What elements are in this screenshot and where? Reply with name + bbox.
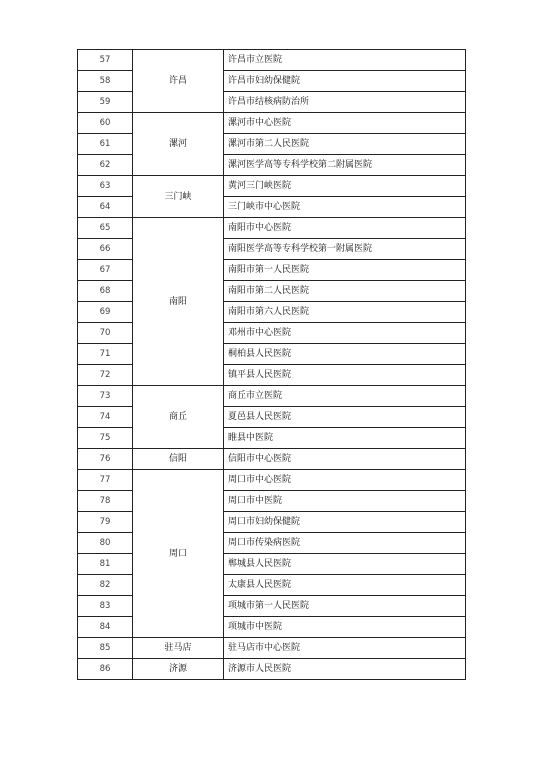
row-number: 57 — [78, 50, 133, 71]
row-number: 63 — [78, 176, 133, 197]
hospital-name: 信阳市中心医院 — [224, 449, 466, 470]
hospital-name: 驻马店市中心医院 — [224, 638, 466, 659]
row-number: 61 — [78, 134, 133, 155]
hospital-name: 三门峡市中心医院 — [224, 197, 466, 218]
table-row — [78, 659, 466, 680]
row-number: 58 — [78, 71, 133, 92]
hospital-name: 睢县中医院 — [224, 428, 466, 449]
row-number: 71 — [78, 344, 133, 365]
hospital-name: 郸城县人民医院 — [224, 554, 466, 575]
hospital-list-table — [77, 49, 466, 680]
row-number: 60 — [78, 113, 133, 134]
row-number: 81 — [78, 554, 133, 575]
hospital-name: 南阳市中心医院 — [224, 218, 466, 239]
table-row — [78, 449, 466, 470]
city-name: 许昌 — [133, 50, 224, 113]
table-row — [78, 218, 466, 239]
hospital-name: 许昌市结核病防治所 — [224, 92, 466, 113]
row-number: 78 — [78, 491, 133, 512]
table-row — [78, 386, 466, 407]
city-name: 漯河 — [133, 113, 224, 176]
city-name: 驻马店 — [133, 638, 224, 659]
row-number: 67 — [78, 260, 133, 281]
hospital-name: 许昌市妇幼保健院 — [224, 71, 466, 92]
table-row — [78, 113, 466, 134]
row-number: 62 — [78, 155, 133, 176]
hospital-name: 项城市第一人民医院 — [224, 596, 466, 617]
row-number: 86 — [78, 659, 133, 680]
row-number: 76 — [78, 449, 133, 470]
row-number: 73 — [78, 386, 133, 407]
table-row — [78, 638, 466, 659]
hospital-name: 桐柏县人民医院 — [224, 344, 466, 365]
row-number: 84 — [78, 617, 133, 638]
hospital-name: 夏邑县人民医院 — [224, 407, 466, 428]
row-number: 75 — [78, 428, 133, 449]
row-number: 64 — [78, 197, 133, 218]
row-number: 59 — [78, 92, 133, 113]
hospital-name: 商丘市立医院 — [224, 386, 466, 407]
table-row — [78, 470, 466, 491]
row-number: 74 — [78, 407, 133, 428]
row-number: 82 — [78, 575, 133, 596]
hospital-name: 南阳市第二人民医院 — [224, 281, 466, 302]
row-number: 80 — [78, 533, 133, 554]
row-number: 65 — [78, 218, 133, 239]
hospital-name: 漯河市第二人民医院 — [224, 134, 466, 155]
row-number: 69 — [78, 302, 133, 323]
hospital-name: 南阳医学高等专科学校第一附属医院 — [224, 239, 466, 260]
hospital-name: 漯河医学高等专科学校第二附属医院 — [224, 155, 466, 176]
city-name: 三门峡 — [133, 176, 224, 218]
hospital-name: 镇平县人民医院 — [224, 365, 466, 386]
row-number: 79 — [78, 512, 133, 533]
hospital-name: 周口市中医院 — [224, 491, 466, 512]
hospital-name: 许昌市立医院 — [224, 50, 466, 71]
hospital-name: 漯河市中心医院 — [224, 113, 466, 134]
row-number: 66 — [78, 239, 133, 260]
table-row — [78, 50, 466, 71]
hospital-name: 南阳市第一人民医院 — [224, 260, 466, 281]
row-number: 68 — [78, 281, 133, 302]
row-number: 85 — [78, 638, 133, 659]
row-number: 83 — [78, 596, 133, 617]
hospital-name: 周口市中心医院 — [224, 470, 466, 491]
city-name: 商丘 — [133, 386, 224, 449]
row-number: 77 — [78, 470, 133, 491]
hospital-name: 南阳市第六人民医院 — [224, 302, 466, 323]
hospital-name: 周口市妇幼保健院 — [224, 512, 466, 533]
table-row — [78, 176, 466, 197]
hospital-name: 项城市中医院 — [224, 617, 466, 638]
city-name: 信阳 — [133, 449, 224, 470]
hospital-name: 太康县人民医院 — [224, 575, 466, 596]
hospital-name: 周口市传染病医院 — [224, 533, 466, 554]
hospital-name: 济源市人民医院 — [224, 659, 466, 680]
hospital-name: 邓州市中心医院 — [224, 323, 466, 344]
city-name: 周口 — [133, 470, 224, 638]
city-name: 南阳 — [133, 218, 224, 386]
city-name: 济源 — [133, 659, 224, 680]
hospital-name: 黄河三门峡医院 — [224, 176, 466, 197]
row-number: 72 — [78, 365, 133, 386]
row-number: 70 — [78, 323, 133, 344]
hospital-list-body — [78, 50, 466, 680]
